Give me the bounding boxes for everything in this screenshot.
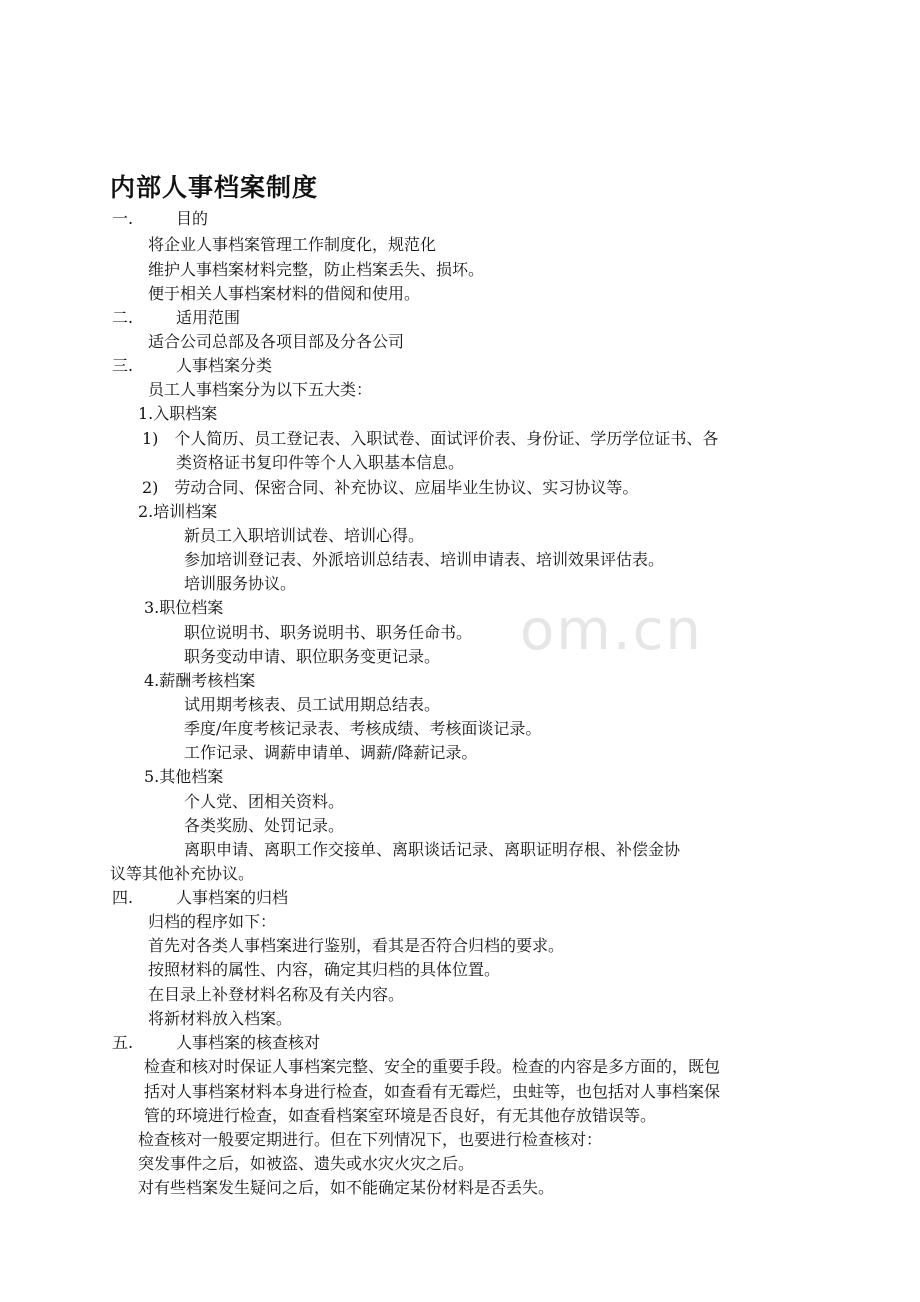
category-1-item: 类资格证书复印件等个人入职基本信息。 <box>176 453 465 472</box>
section-3-intro: 员工人事档案分为以下五大类： <box>148 380 373 399</box>
section-5-line: 突发事件之后，如被盗、遗失或水灾火灾之后。 <box>138 1154 475 1173</box>
category-3-title: 3.职位档案 <box>144 598 224 617</box>
category-2-title: 2.培训档案 <box>138 502 218 521</box>
section-5-paragraph-line: 检查和核对时保证人事档案完整、安全的重要手段。检查的内容是多方面的，既包 <box>144 1057 721 1076</box>
section-2-number: 二. <box>112 308 134 327</box>
section-5-paragraph-line: 括对人事档案材料本身进行检查，如查看有无霉烂，虫蛀等，也包括对人事档案保 <box>144 1082 721 1101</box>
section-1-line: 便于相关人事档案材料的借阅和使用。 <box>148 284 421 303</box>
section-5-paragraph-line: 管的环境进行检查，如查看档案室环境是否良好，有无其他存放错误等。 <box>144 1106 657 1125</box>
document-title: 内部人事档案制度 <box>110 173 319 202</box>
category-1-item: 2) 劳动合同、保密合同、补充协议、应届毕业生协议、实习协议等。 <box>142 478 639 497</box>
section-1-number: 一. <box>112 209 134 228</box>
section-4-line: 归档的程序如下： <box>148 912 277 931</box>
watermark: om.cn <box>520 598 703 663</box>
section-4-line: 将新材料放入档案。 <box>148 1009 293 1028</box>
category-3-line: 职位说明书、职务说明书、职务任命书。 <box>184 623 473 642</box>
section-4-line: 在目录上补登材料名称及有关内容。 <box>148 985 405 1004</box>
section-2-line: 适合公司总部及各项目部及分各公司 <box>148 332 405 351</box>
category-5-title: 5.其他档案 <box>144 767 224 786</box>
section-5-number: 五. <box>112 1033 134 1052</box>
category-5-line: 离职申请、离职工作交接单、离职谈话记录、离职证明存根、补偿金协 <box>184 840 681 859</box>
section-4-line: 按照材料的属性、内容，确定其归档的具体位置。 <box>148 960 501 979</box>
section-4-line: 首先对各类人事档案进行鉴别，看其是否符合归档的要求。 <box>148 936 565 955</box>
section-4-number: 四. <box>112 888 134 907</box>
section-1-line: 将企业人事档案管理工作制度化，规范化 <box>148 235 437 254</box>
section-1-heading: 目的 <box>176 209 209 228</box>
category-2-line: 新员工入职培训试卷、培训心得。 <box>184 526 425 545</box>
category-5-line-wrap: 议等其他补充协议。 <box>110 864 255 883</box>
section-3-number: 三. <box>112 356 134 375</box>
category-5-line: 各类奖励、处罚记录。 <box>184 816 345 835</box>
category-4-title: 4.薪酬考核档案 <box>144 671 256 690</box>
section-5-heading: 人事档案的核查核对 <box>176 1033 321 1052</box>
category-3-line: 职务变动申请、职位职务变更记录。 <box>184 647 441 666</box>
section-5-line: 对有些档案发生疑问之后，如不能确定某份材料是否丢失。 <box>138 1178 555 1197</box>
section-4-heading: 人事档案的归档 <box>176 888 289 907</box>
category-4-line: 季度/年度考核记录表、考核成绩、考核面谈记录。 <box>184 719 542 738</box>
section-5-line: 检查核对一般要定期进行。但在下列情况下，也要进行检查核对： <box>138 1130 603 1149</box>
category-4-line: 工作记录、调薪申请单、调薪/降薪记录。 <box>184 743 478 762</box>
section-3-heading: 人事档案分类 <box>176 356 273 375</box>
category-5-line: 个人党、团相关资料。 <box>184 792 345 811</box>
category-2-line: 参加培训登记表、外派培训总结表、培训申请表、培训效果评估表。 <box>184 550 665 569</box>
category-1-item: 1) 个人简历、员工登记表、入职试卷、面试评价表、身份证、学历学位证书、各 <box>142 429 719 448</box>
section-2-heading: 适用范围 <box>176 308 241 327</box>
category-1-title: 1.入职档案 <box>138 404 218 423</box>
section-1-line: 维护人事档案材料完整，防止档案丢失、损坏。 <box>148 260 485 279</box>
category-4-line: 试用期考核表、员工试用期总结表。 <box>184 695 441 714</box>
category-2-line: 培训服务协议。 <box>184 574 297 593</box>
